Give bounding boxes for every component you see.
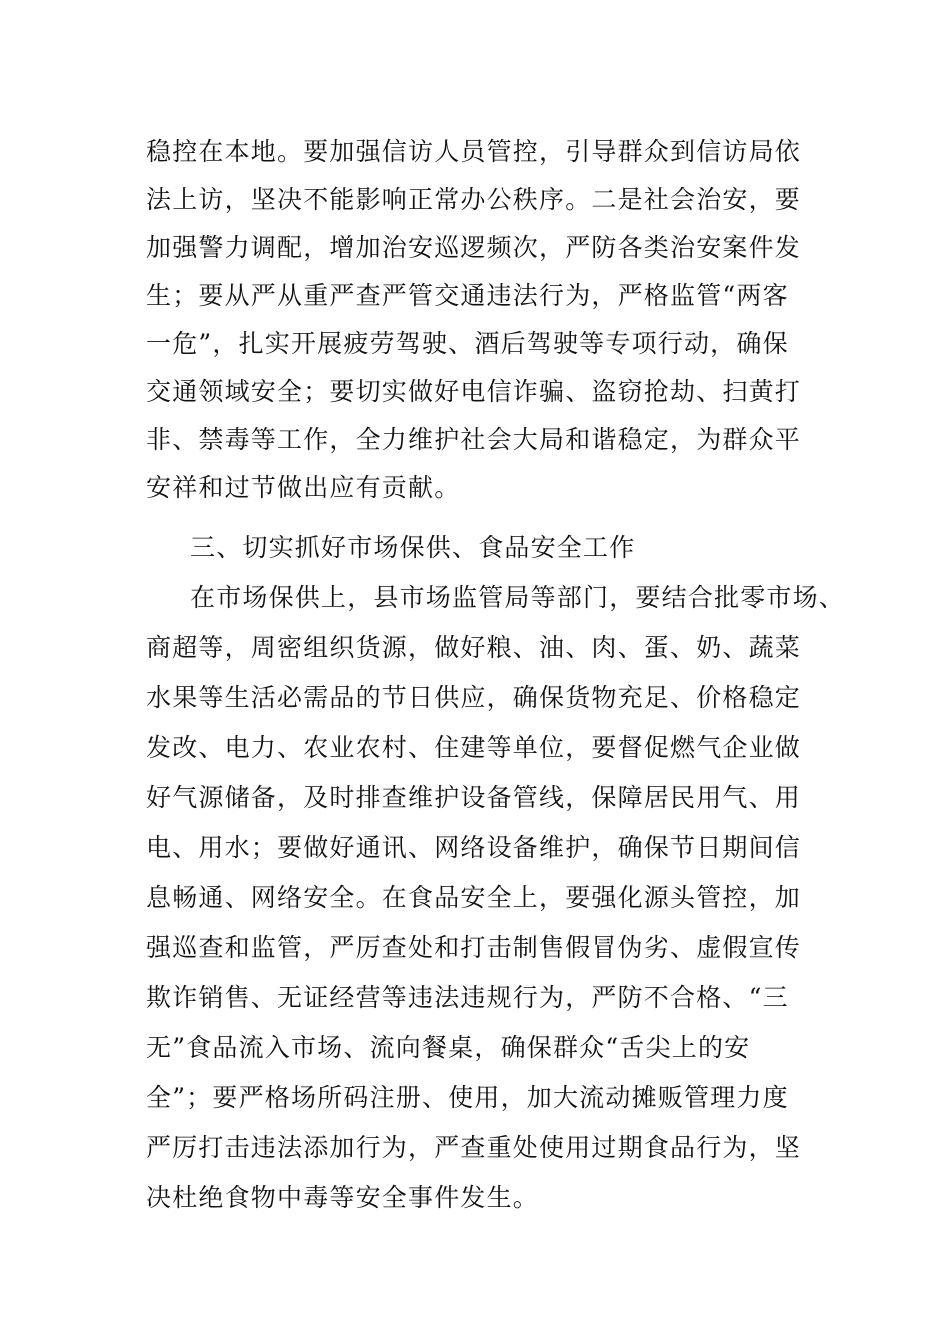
- paragraph-2-line-6: 电、用水；要做好通讯、网络设备维护，确保节日期间信: [146, 833, 802, 862]
- paragraph-2-line-12: 严厉打击违法添加行为，严查重处使用过期食品行为，坚: [146, 1133, 802, 1162]
- paragraph-2-line-4: 发改、电力、农业农村、住建等单位，要督促燃气企业做: [146, 733, 802, 762]
- paragraph-2-line-13: 决杜绝食物中毒等安全事件发生。: [146, 1183, 540, 1212]
- paragraph-2-line-9: 欺诈销售、无证经营等违法违规行为，严防不合格、“三: [146, 983, 789, 1012]
- paragraph-2-line-3: 水果等生活必需品的节日供应，确保货物充足、价格稳定: [146, 683, 802, 712]
- paragraph-1-line-2: 法上访，坚决不能影响正常办公秩序。二是社会治安，要: [146, 185, 802, 214]
- paragraph-1-line-5: 一危”，扎实开展疲劳驾驶、酒后驾驶等专项行动，确保: [146, 329, 789, 358]
- paragraph-1-line-7: 非、禁毒等工作，全力维护社会大局和谐稳定，为群众平: [146, 425, 802, 454]
- paragraph-2-line-1: 在市场保供上，县市场监管局等部门，要结合批零市场、: [190, 583, 846, 612]
- section-heading: 三、切实抓好市场保供、食品安全工作: [190, 533, 636, 562]
- paragraph-2-line-5: 好气源储备，及时排查维护设备管线，保障居民用气、用: [146, 783, 802, 812]
- paragraph-1-line-6: 交通领域安全；要切实做好电信诈骗、盗窃抢劫、扫黄打: [146, 377, 802, 406]
- paragraph-2-line-10: 无”食品流入市场、流向餐桌，确保群众“舌尖上的安: [146, 1033, 751, 1062]
- paragraph-2-line-11: 全”；要严格场所码注册、使用，加大流动摊贩管理力度: [146, 1083, 789, 1112]
- paragraph-1-line-1: 稳控在本地。要加强信访人员管控，引导群众到信访局依: [146, 137, 802, 166]
- paragraph-2-line-7: 息畅通、网络安全。在食品安全上，要强化源头管控，加: [146, 883, 802, 912]
- paragraph-2-line-2: 商超等，周密组织货源，做好粮、油、肉、蛋、奶、蔬菜: [146, 633, 802, 662]
- paragraph-2-line-8: 强巡查和监管，严厉查处和打击制售假冒伪劣、虚假宣传: [146, 933, 802, 962]
- paragraph-1-line-8: 安祥和过节做出应有贡献。: [146, 473, 461, 502]
- paragraph-1-line-3: 加强警力调配，增加治安巡逻频次，严防各类治安案件发: [146, 233, 802, 262]
- paragraph-1-line-4: 生；要从严从重严查严管交通违法行为，严格监管“两客: [146, 281, 789, 310]
